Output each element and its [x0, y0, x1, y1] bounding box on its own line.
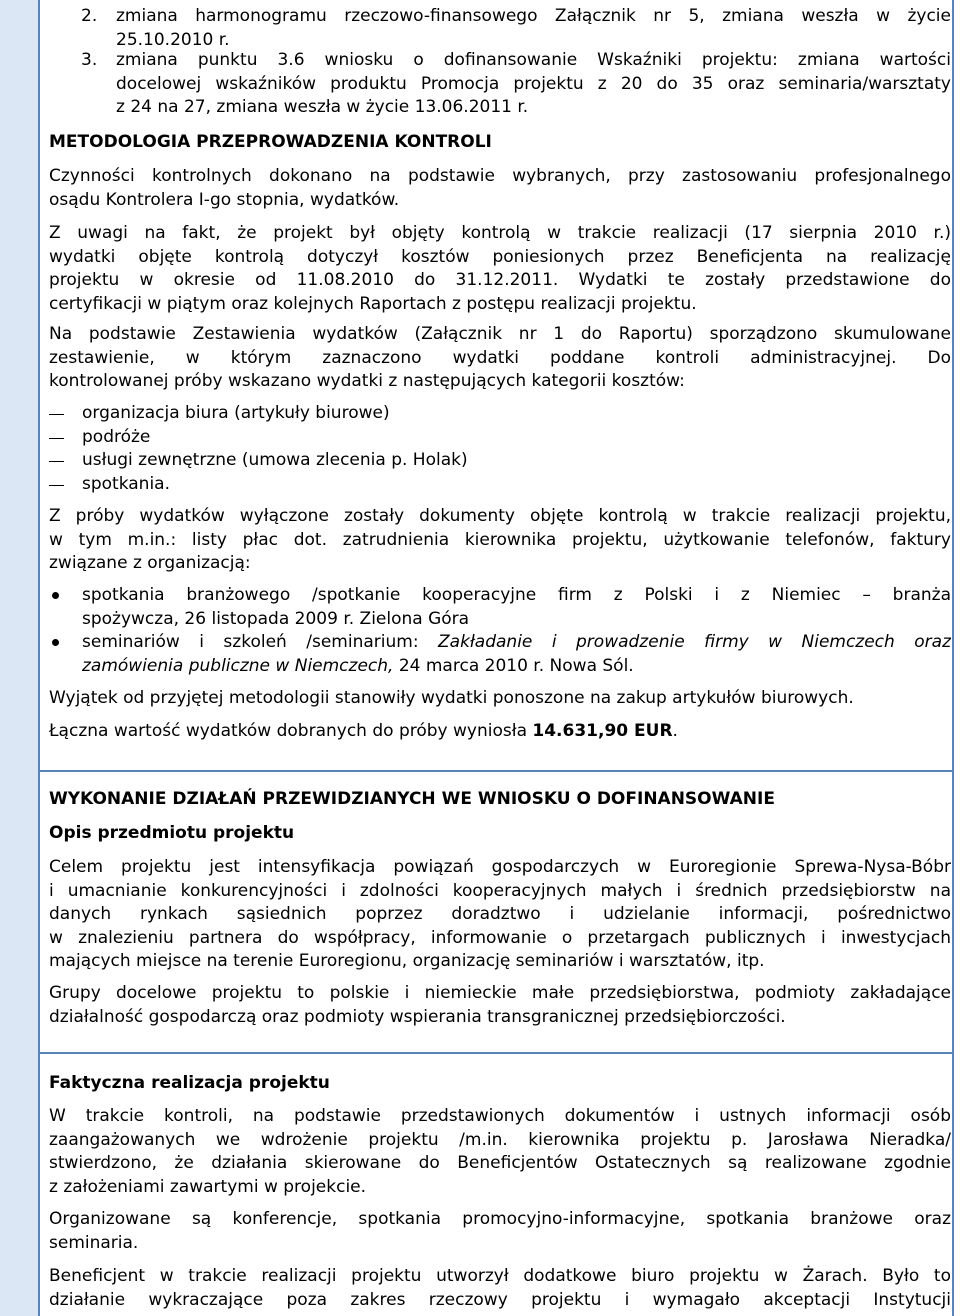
dash-marker [49, 485, 64, 486]
text-run: Łączna wartość wydatków dobranych do próby wyniosła [49, 721, 533, 741]
paragraph [49, 1208, 951, 1255]
seminar-title: zamówienia publiczne w Niemczech, [82, 655, 394, 676]
item-number: 3. [81, 50, 98, 70]
text-run: . [672, 721, 678, 741]
paragraph: Wyjątek od przyjętej metodologii stanowiły wydatki ponoszone na zakup artykułów biurowych. [49, 688, 854, 708]
section-heading: METODOLOGIA PRZEPROWADZENIA KONTROLI [49, 132, 492, 152]
text-line: danych rynkach sąsiednich poprzez doradztwo i udzielanie informacji, pośrednictwo [49, 904, 951, 924]
text-line: kontrolowanej próby wskazano wydatki z następujących kategorii kosztów: [49, 371, 685, 391]
text-line: docelowej wskaźników produktu Promocja projektu z 20 do 35 oraz seminaria/warsztaty [116, 73, 951, 94]
paragraph [49, 165, 951, 212]
text-line: zmiana punktu 3.6 wniosku o dofinansowanie Wskaźniki projektu: zmiana wartości [116, 50, 951, 70]
list-item-text: usługi zewnętrzne (umowa zlecenia p. Holak) [82, 450, 468, 470]
text-line: zestawienie, w którym zaznaczono wydatki poddane kontroli administracyjnej. Do [49, 347, 951, 368]
paragraph [49, 323, 951, 394]
dash-marker [49, 461, 64, 462]
bullet-list [49, 584, 951, 678]
text-line: w znalezieniu partnera do współpracy, informowanie o przetargach publicznych i inwestycjach [49, 927, 951, 948]
text-line: osądu Kontrolera I-go stopnia, wydatków. [49, 189, 400, 210]
list-item-text: spotkania. [82, 473, 170, 494]
paragraph [49, 1105, 951, 1199]
text-line: zmiana harmonogramu rzeczowo-finansowego Załącznik nr 5, zmiana weszła w życie [116, 6, 951, 26]
text-line: W trakcie kontroli, na podstawie przedstawionych dokumentów i ustnych informacji osób [49, 1106, 951, 1126]
text-line: spotkania branżowego /spotkanie kooperacyjne firm z Polski i z Niemiec – branża [82, 585, 951, 605]
text-line [82, 655, 951, 679]
bullet-marker [52, 639, 59, 646]
text-line: Z uwagi na fakt, że projekt był objęty kontrolą w trakcie realizacji (17 sierpnia 2010 r.) [49, 223, 951, 243]
list-item [49, 449, 951, 473]
text-line: działanie wykraczające poza zakres rzeczowy projektu i wymagało akceptacji Instytucji [49, 1289, 951, 1310]
list-item [49, 631, 951, 678]
paragraph [49, 856, 951, 974]
subheading: Faktyczna realizacja projektu [49, 1073, 330, 1093]
text-line: wydatki objęte kontrolą dotyczył kosztów poniesionych przez Beneficjenta na realizację [49, 246, 951, 267]
text-line: Organizowane są konferencje, spotkania promocyjno-informacyjne, spotkania branżowe oraz [49, 1209, 951, 1229]
text-line: Beneficjent w trakcie realizacji projektu utworzył dodatkowe biuro projektu w Żarach. Było to [49, 1266, 951, 1286]
dash-marker [49, 438, 64, 439]
text-line: Z próby wydatków wyłączone zostały dokumenty objęte kontrolą w trakcie realizacji projektu, [49, 506, 951, 526]
text-line: działalność gospodarczą oraz podmioty wspierania transgranicznej przedsiębiorczości. [49, 1006, 786, 1027]
section-divider [40, 770, 952, 772]
list-item [49, 584, 951, 631]
text-line: seminaria. [49, 1232, 139, 1253]
paragraph [49, 505, 951, 576]
text-line: certyfikacji w piątym oraz kolejnych Raportach z postępu realizacji projektu. [49, 293, 697, 314]
text-line: Na podstawie Zestawienia wydatków (Załącznik nr 1 do Raportu) sporządzono skumulowane [49, 324, 951, 344]
text-line: i umacnianie konkurencyjności i zdolności kooperacyjnych małych i średnich przedsiębiorstw na [49, 880, 951, 901]
text-line: 25.10.2010 r. [116, 29, 230, 50]
right-border [952, 0, 954, 1316]
bullet-marker [52, 592, 59, 599]
list-item [49, 402, 951, 426]
text-line: z 24 na 27, zmiana weszła w życie 13.06.2011 r. [116, 97, 529, 117]
paragraph [49, 720, 951, 744]
subheading: Opis przedmiotu projektu [49, 823, 295, 843]
text-line: mających miejsce na terenie Euroregionu, organizację seminariów i warsztatów, itp. [49, 951, 765, 971]
section-divider [40, 1052, 952, 1054]
text-line: Celem projektu jest intensyfikacja powiązań gospodarczych w Euroregionie Sprewa-Nysa-Bóbr [49, 857, 951, 877]
text-line: z założeniami zawartymi w projekcie. [49, 1176, 367, 1197]
list-item-text: podróże [82, 426, 151, 447]
sample-total-value: 14.631,90 EUR [532, 721, 673, 741]
text-run: seminariów i szkoleń /seminarium: [82, 632, 439, 652]
text-line [82, 631, 951, 655]
text-line: projektu w okresie od 11.08.2010 do 31.12.2011. Wydatki te zostały przedstawione do [49, 270, 951, 290]
section-heading: WYKONANIE DZIAŁAŃ PRZEWIDZIANYCH WE WNIOSKU O DOFINANSOWANIE [49, 789, 775, 809]
paragraph [49, 982, 951, 1029]
list-item [49, 473, 951, 497]
text-line: zaangażowanych we wdrożenie projektu /m.in. kierownika projektu p. Jarosława Nieradka/ [49, 1129, 951, 1150]
text-line: związane z organizacją: [49, 553, 251, 573]
text-line: w tym m.in.: listy płac dot. zatrudnienia kierownika projektu, użytkowanie telefonów, faktury [49, 529, 951, 550]
paragraph [49, 222, 951, 316]
text-run: 24 marca 2010 r. Nowa Sól. [393, 655, 634, 676]
paragraph [49, 1265, 951, 1312]
left-margin-band [0, 0, 40, 1316]
text-line: spożywcza, 26 listopada 2009 r. Zielona Góra [82, 608, 470, 629]
text-line: stwierdzono, że działania skierowane do Beneficjentów Ostatecznych są realizowane zgodnie [49, 1153, 951, 1173]
text-line: Grupy docelowe projektu to polskie i niemieckie małe przedsiębiorstwa, podmioty zakładające [49, 983, 951, 1003]
dash-marker [49, 414, 64, 415]
list-item [49, 426, 951, 450]
list-item-text: organizacja biura (artykuły biurowe) [82, 403, 390, 423]
cost-category-list [49, 402, 951, 496]
text-line: Czynności kontrolnych dokonano na podstawie wybranych, przy zastosowaniu profesjonalnego [49, 166, 951, 186]
item-number: 2. [81, 6, 98, 26]
seminar-title: Zakładanie i prowadzenie firmy w Niemczech oraz [438, 632, 951, 652]
